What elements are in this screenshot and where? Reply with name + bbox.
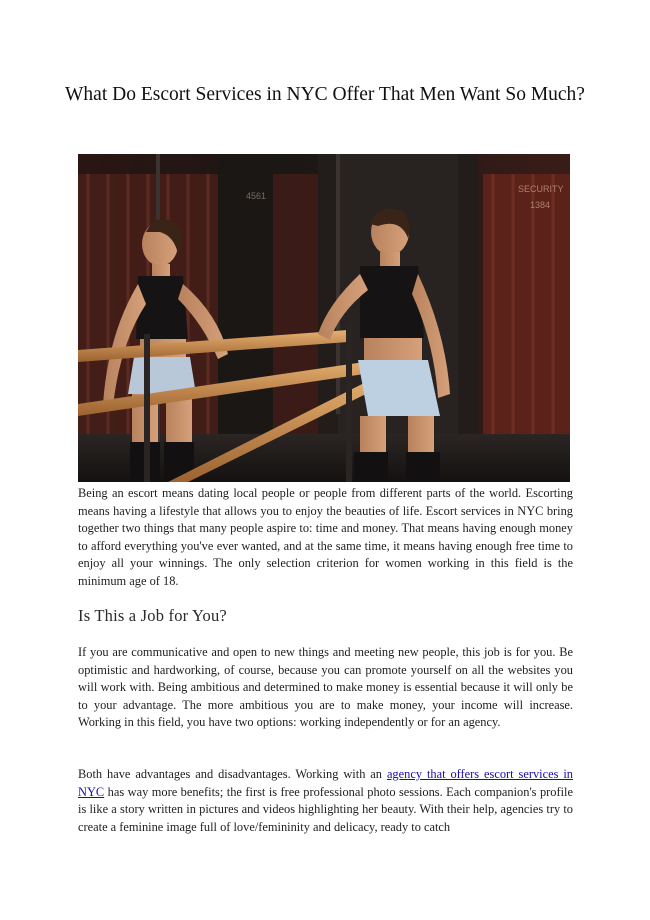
paragraph-agency-before: Both have advantages and disadvantages. Working with an	[78, 767, 387, 781]
agency-link[interactable]: agency that offers escort services in NYC	[78, 767, 573, 799]
paragraph-job: If you are communicative and open to new things and meeting new people, this job is for you. Be optimistic and hardworking, of course, because you can promote yourself on all the websites you will work with. Being ambitious and determined to make money is essential because it will only be to your advantage. The more ambitious you are to make money, your income will increase. Working in this field, you have two options: working independently or for an agency.	[78, 645, 573, 730]
container-text-3: 1384	[530, 200, 551, 210]
paragraph-agency-after: has way more benefits; the first is free professional photo sessions. Each companion's profile is like a story written in pictures and videos highlighting her beauty. With their help, agencies try to create a feminine image full of love/femininity and delicacy, ready to catch	[78, 784, 573, 834]
section-heading: Is This a Job for You?	[78, 606, 227, 625]
container-text-2: SECURITY	[518, 184, 564, 194]
paragraph-agency	[78, 766, 573, 836]
container-text-1: 4561	[246, 191, 267, 201]
hero-image	[78, 154, 570, 482]
article-title: What Do Escort Services in NYC Offer That Men Want So Much?	[65, 84, 585, 105]
paragraph-intro: Being an escort means dating local people or people from different parts of the world. Escorting means having a lifestyle that allows you to enjoy the beauties of life. Escort services in NYC bring together two things that many people aspire to: time and money. That means having enough money to afford everything you've ever wanted, and at the same time, it means having enough free time to enjoy all your winnings. The only selection criterion for women working in this field is the minimum age of 18.	[78, 486, 573, 588]
